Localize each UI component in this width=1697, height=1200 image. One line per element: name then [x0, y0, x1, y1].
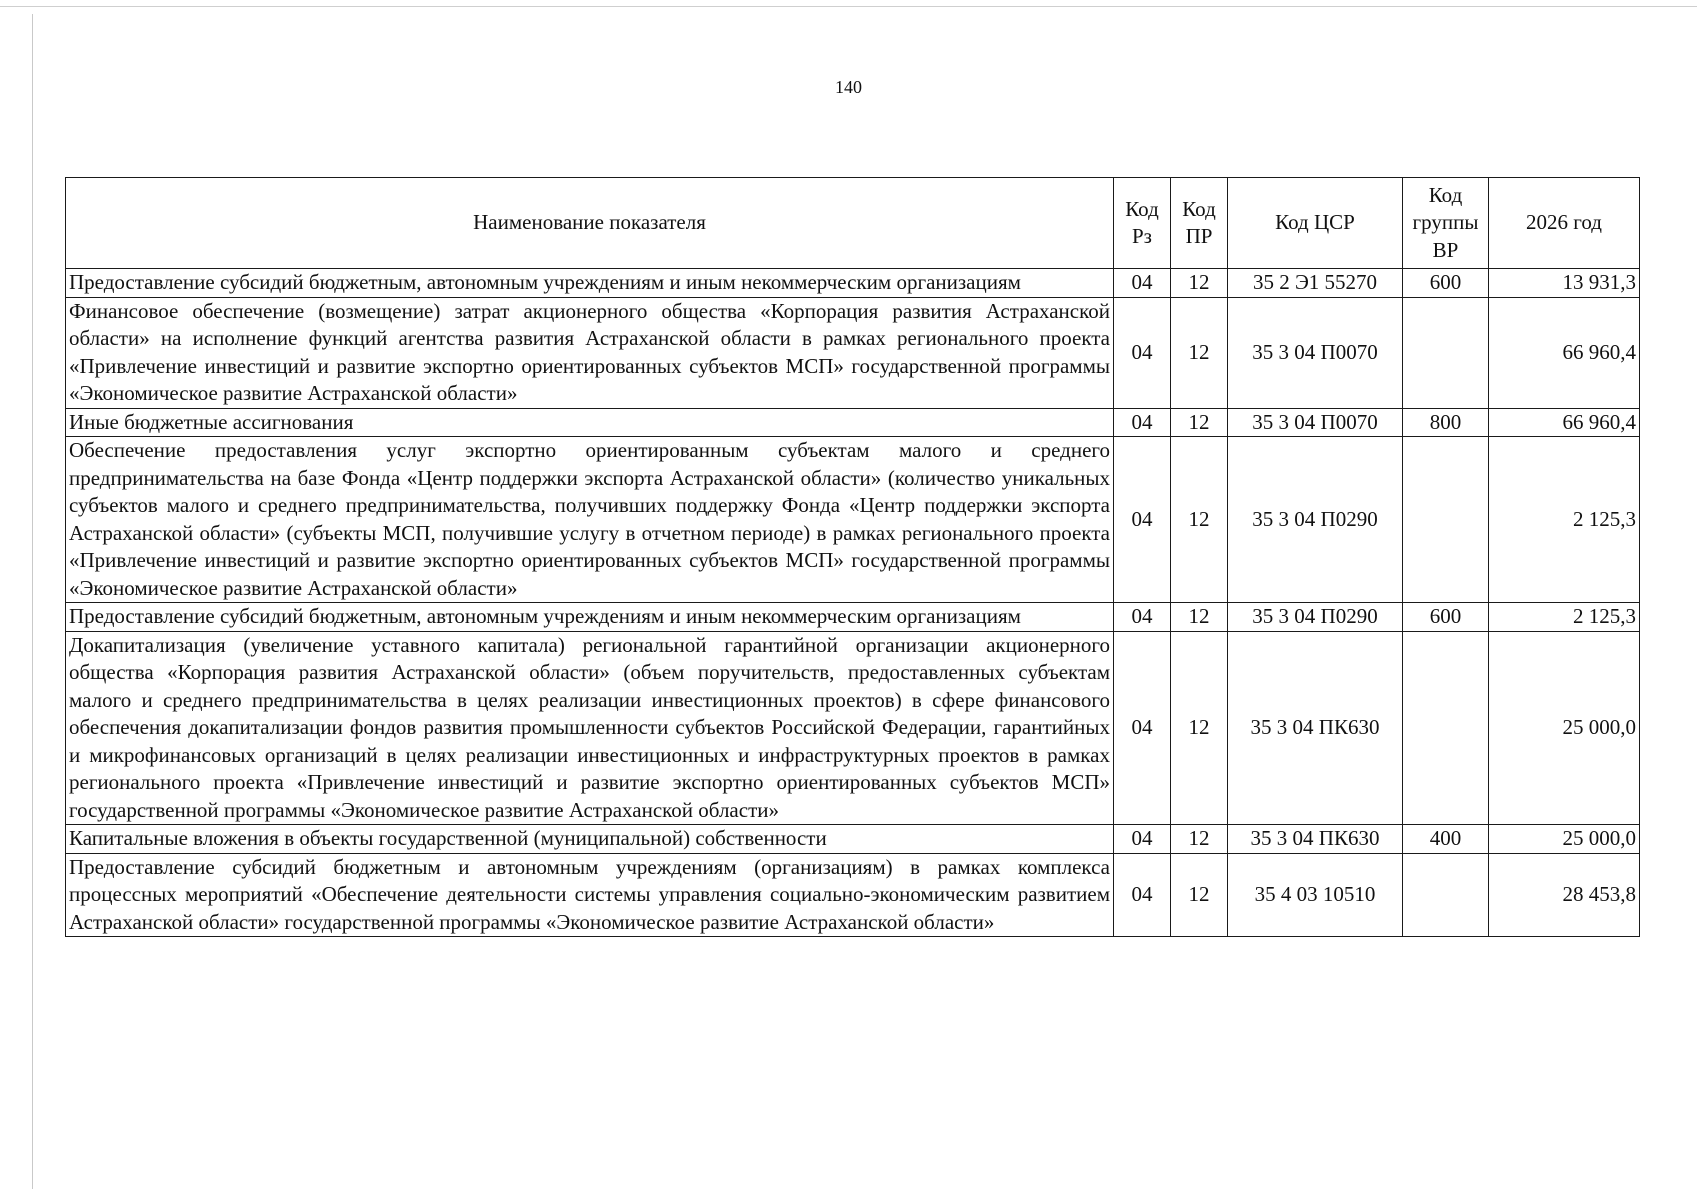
row-rz: 04 [1114, 631, 1171, 825]
row-vr: 800 [1403, 408, 1489, 437]
row-name: Обеспечение предоставления услуг экспортно ориентированным субъектам малого и среднего предпринимательства на базе Фонда «Центр поддержки экспорта Астраханской области» (количество уникальных субъектов малого и среднего предпринимательства, получивших поддержку Фонда «Центр поддержки экспорта Астраханской области» (субъекты МСП, получившие услугу в отчетном периоде) в рамках регионального проекта «Привлечение инвестиций и развитие экспортно ориентированных субъектов МСП» государственной программы «Экономическое развитие Астраханской области» [66, 437, 1114, 603]
row-vr [1403, 297, 1489, 408]
row-vr [1403, 631, 1489, 825]
row-rz: 04 [1114, 269, 1171, 298]
row-pr: 12 [1171, 603, 1228, 632]
scan-edge-top [0, 6, 1697, 7]
row-name: Предоставление субсидий бюджетным, автономным учреждениям и иным некоммерческим организациям [66, 603, 1114, 632]
row-csr: 35 3 04 П0070 [1228, 297, 1403, 408]
row-csr: 35 3 04 П0070 [1228, 408, 1403, 437]
row-csr: 35 3 04 ПК630 [1228, 631, 1403, 825]
row-csr: 35 4 03 10510 [1228, 853, 1403, 937]
row-vr [1403, 853, 1489, 937]
header-csr: Код ЦСР [1228, 178, 1403, 269]
row-amount: 25 000,0 [1489, 631, 1640, 825]
page-number: 140 [835, 77, 862, 97]
header-name: Наименование показателя [66, 178, 1114, 269]
table-row [66, 603, 1640, 632]
row-amount: 2 125,3 [1489, 437, 1640, 603]
header-rz: Код Рз [1114, 178, 1171, 269]
header-pr: Код ПР [1171, 178, 1228, 269]
row-amount: 25 000,0 [1489, 825, 1640, 854]
table-row [66, 437, 1640, 603]
row-pr: 12 [1171, 631, 1228, 825]
header-year: 2026 год [1489, 178, 1640, 269]
row-amount: 13 931,3 [1489, 269, 1640, 298]
row-name: Предоставление субсидий бюджетным и автономным учреждениям (организациям) в рамках комплекса процессных мероприятий «Обеспечение деятельности системы управления социально-экономическим развитием Астраханской области» государственной программы «Экономическое развитие Астраханской области» [66, 853, 1114, 937]
row-vr: 400 [1403, 825, 1489, 854]
row-vr [1403, 437, 1489, 603]
row-rz: 04 [1114, 408, 1171, 437]
table-row [66, 825, 1640, 854]
row-amount: 2 125,3 [1489, 603, 1640, 632]
row-amount: 28 453,8 [1489, 853, 1640, 937]
header-vr: Код группы ВР [1403, 178, 1489, 269]
row-csr: 35 3 04 П0290 [1228, 437, 1403, 603]
row-name: Капитальные вложения в объекты государственной (муниципальной) собственности [66, 825, 1114, 854]
row-csr: 35 3 04 П0290 [1228, 603, 1403, 632]
row-rz: 04 [1114, 825, 1171, 854]
table-row [66, 853, 1640, 937]
table-row [66, 297, 1640, 408]
row-pr: 12 [1171, 269, 1228, 298]
row-pr: 12 [1171, 853, 1228, 937]
budget-table [65, 177, 1640, 937]
row-pr: 12 [1171, 297, 1228, 408]
row-rz: 04 [1114, 297, 1171, 408]
row-rz: 04 [1114, 603, 1171, 632]
row-name: Иные бюджетные ассигнования [66, 408, 1114, 437]
table-header-row [66, 178, 1640, 269]
row-csr: 35 3 04 ПК630 [1228, 825, 1403, 854]
row-pr: 12 [1171, 437, 1228, 603]
row-pr: 12 [1171, 408, 1228, 437]
row-rz: 04 [1114, 437, 1171, 603]
row-vr: 600 [1403, 269, 1489, 298]
row-amount: 66 960,4 [1489, 297, 1640, 408]
table-row [66, 269, 1640, 298]
table-row [66, 408, 1640, 437]
row-name: Предоставление субсидий бюджетным, автономным учреждениям и иным некоммерческим организациям [66, 269, 1114, 298]
table-row [66, 631, 1640, 825]
scan-edge-left [32, 14, 33, 1189]
row-csr: 35 2 Э1 55270 [1228, 269, 1403, 298]
row-name: Финансовое обеспечение (возмещение) затрат акционерного общества «Корпорация развития Астраханской области» на исполнение функций агентства развития Астраханской области в рамках регионального проекта «Привлечение инвестиций и развитие экспортно ориентированных субъектов МСП» государственной программы «Экономическое развитие Астраханской области» [66, 297, 1114, 408]
row-name: Докапитализация (увеличение уставного капитала) региональной гарантийной организации акционерного общества «Корпорация развития Астраханской области» (объем поручительств, предоставленных субъектам малого и среднего предпринимательства в целях реализации инвестиционных проектов) в сфере финансового обеспечения докапитализации фондов развития промышленности субъектов Российской Федерации, гарантийных и микрофинансовых организаций в целях реализации инвестиционных и инфраструктурных проектов в рамках регионального проекта «Привлечение инвестиций и развитие экспортно ориентированных субъектов МСП» государственной программы «Экономическое развитие Астраханской области» [66, 631, 1114, 825]
row-pr: 12 [1171, 825, 1228, 854]
row-amount: 66 960,4 [1489, 408, 1640, 437]
row-vr: 600 [1403, 603, 1489, 632]
row-rz: 04 [1114, 853, 1171, 937]
